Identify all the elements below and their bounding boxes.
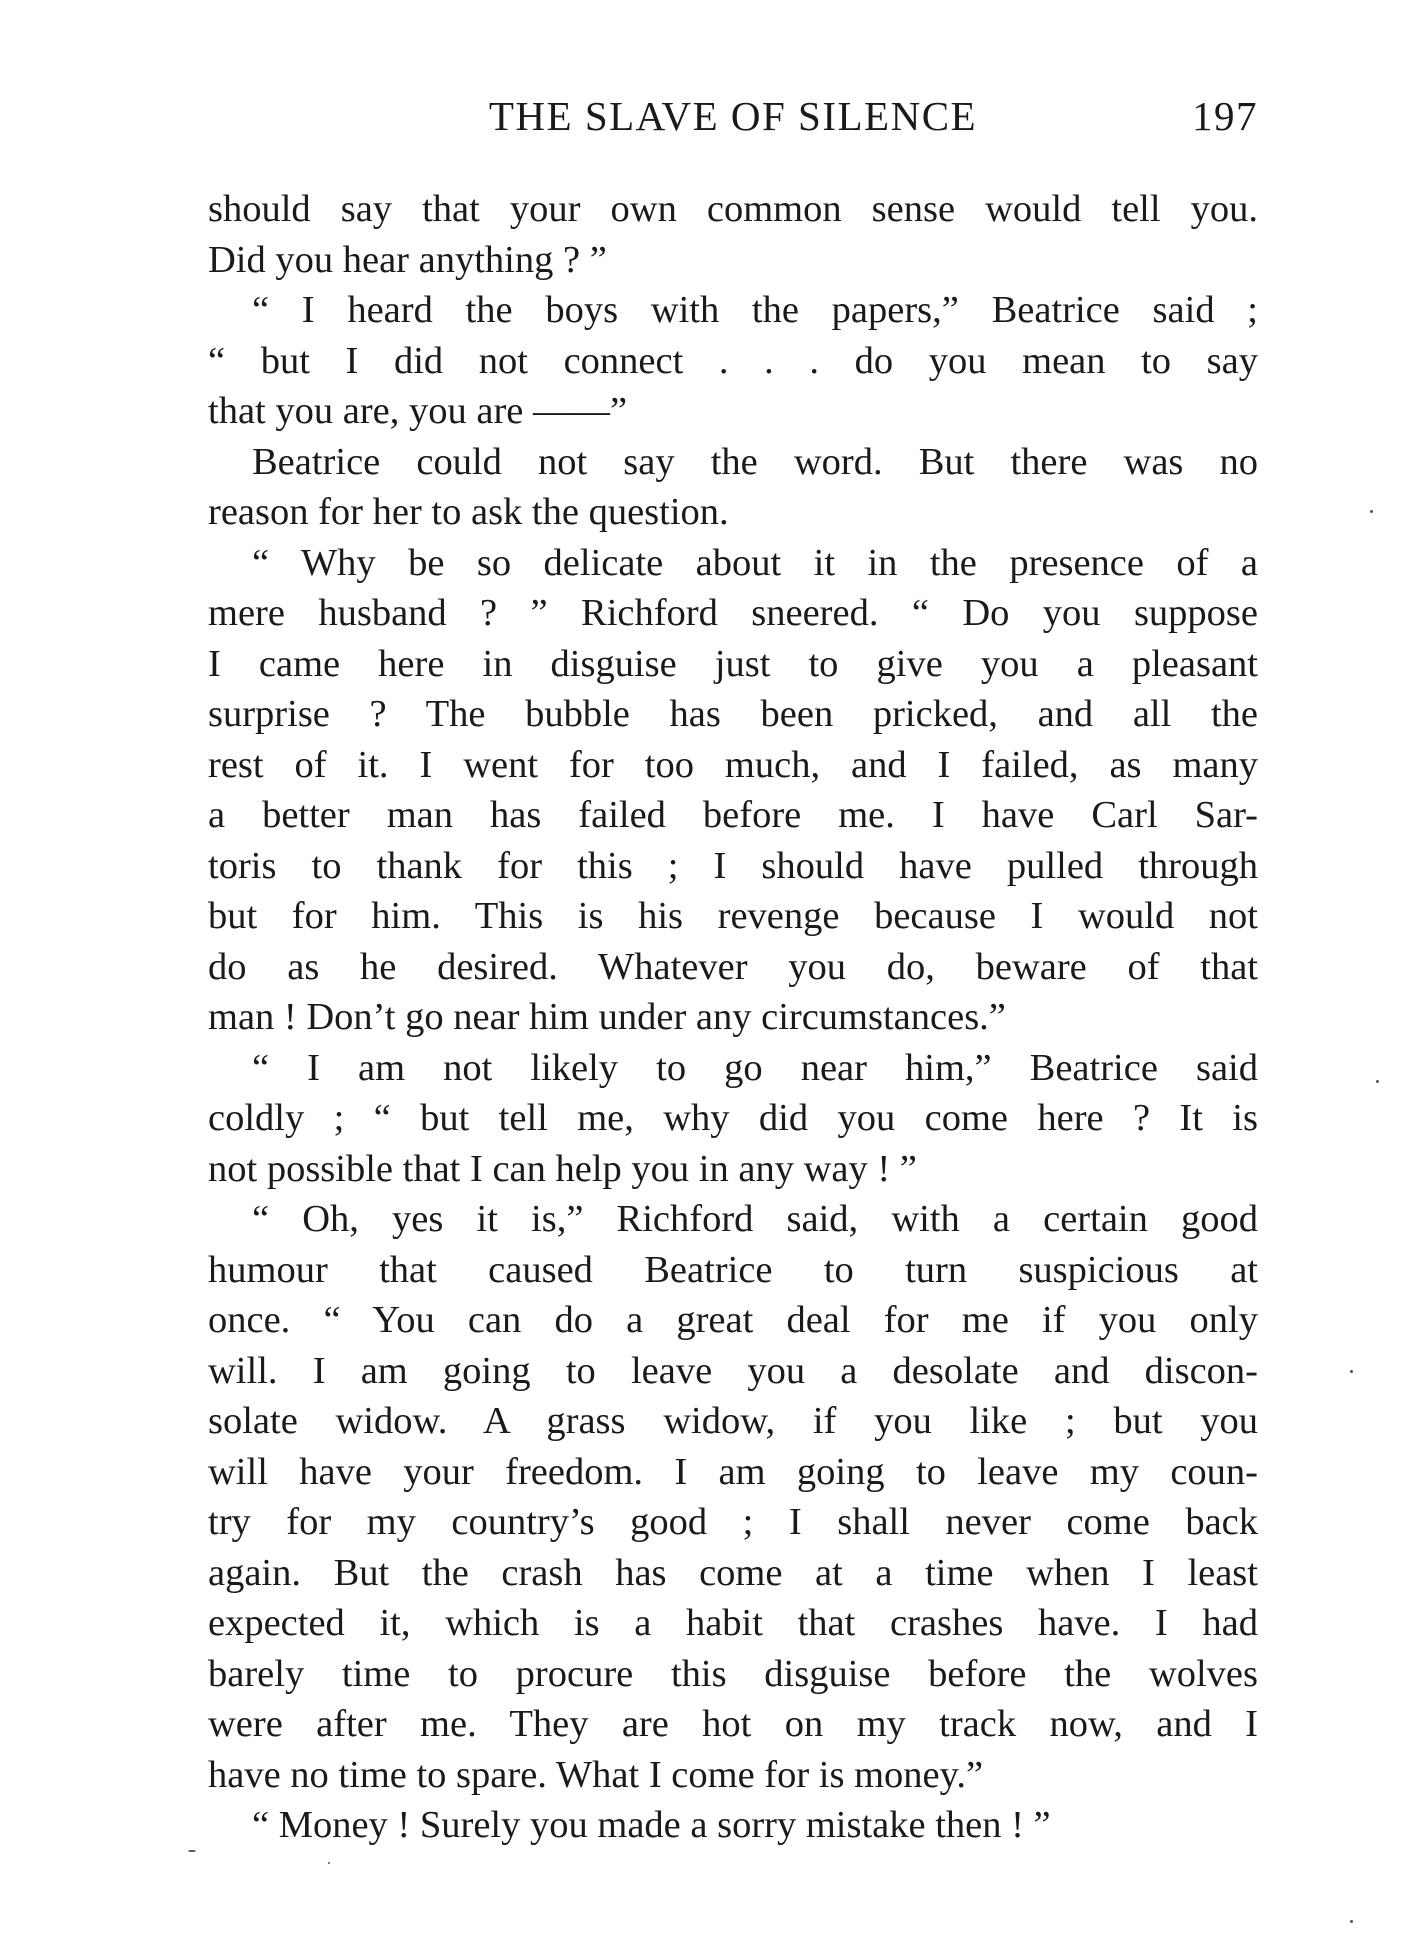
scan-speck [1376,1080,1379,1083]
text-line: “ Oh, yes it is,” Richford said, with a certain good [252,1198,1258,1240]
text-line: have no time to spare. What I come for is money.” [208,1753,984,1796]
scan-speck [1350,1920,1353,1923]
text-line: surprise ? The bubble has been pricked, and all the [208,693,1258,735]
text-line: again. But the crash has come at a time when I least [208,1551,1258,1594]
text-line: a better man has failed before me. I have Carl Sar- [208,794,1258,836]
running-head [208,92,1258,152]
text-line: “ I heard the boys with the papers,” Beatrice said ; [252,289,1258,331]
text-line: solate widow. A grass widow, if you like ; but you [208,1400,1258,1442]
running-title: THE SLAVE OF SILENCE [488,93,978,139]
scan-speck [1350,1370,1353,1373]
text-line: coldly ; “ but tell me, why did you come here ? It is [208,1097,1258,1139]
text-line: “ but I did not connect . . . do you mean to say [208,339,1258,382]
scan-speck [328,1862,330,1864]
scan-speck [1370,510,1373,513]
body-text [208,184,1258,1851]
text-line: will have your freedom. I am going to leave my coun- [208,1450,1258,1493]
text-line: expected it, which is a habit that crashes have. I had [208,1602,1258,1644]
text-line: rest of it. I went for too much, and I failed, as many [208,743,1258,786]
text-line: not possible that I can help you in any way ! ” [208,1147,917,1190]
text-line: “ Money ! Surely you made a sorry mistake then ! ” [252,1804,1051,1846]
text-line: Beatrice could not say the word. But there was no [252,440,1258,483]
text-line: do as he desired. Whatever you do, beware of that [208,945,1258,988]
text-line: humour that caused Beatrice to turn suspicious at [208,1248,1258,1291]
text-line: toris to thank for this ; I should have pulled through [208,844,1258,887]
text-line: mere husband ? ” Richford sneered. “ Do you suppose [208,592,1258,634]
text-line: were after me. They are hot on my track now, and I [208,1703,1258,1745]
text-line: but for him. This is his revenge because I would not [208,895,1258,937]
page-number: 197 [1192,93,1258,139]
text-line: should say that your own common sense would tell you. [208,188,1258,230]
text-line: once. “ You can do a great deal for me if you only [208,1299,1258,1341]
text-line: Did you hear anything ? ” [208,238,607,281]
text-line: reason for her to ask the question. [208,491,729,533]
text-line: will. I am going to leave you a desolate and discon- [208,1349,1258,1392]
text-line: “ I am not likely to go near him,” Beatrice said [252,1046,1258,1089]
text-line: “ Why be so delicate about it in the presence of a [252,541,1258,584]
text-line: try for my country’s good ; I shall never come back [208,1501,1258,1543]
text-line: man ! Don’t go near him under any circumstances.” [208,996,1006,1038]
text-line: I came here in disguise just to give you a pleasant [208,642,1258,685]
scan-speck [188,1850,196,1852]
text-line: that you are, you are ——” [208,390,628,432]
text-line: barely time to procure this disguise before the wolves [208,1652,1258,1695]
